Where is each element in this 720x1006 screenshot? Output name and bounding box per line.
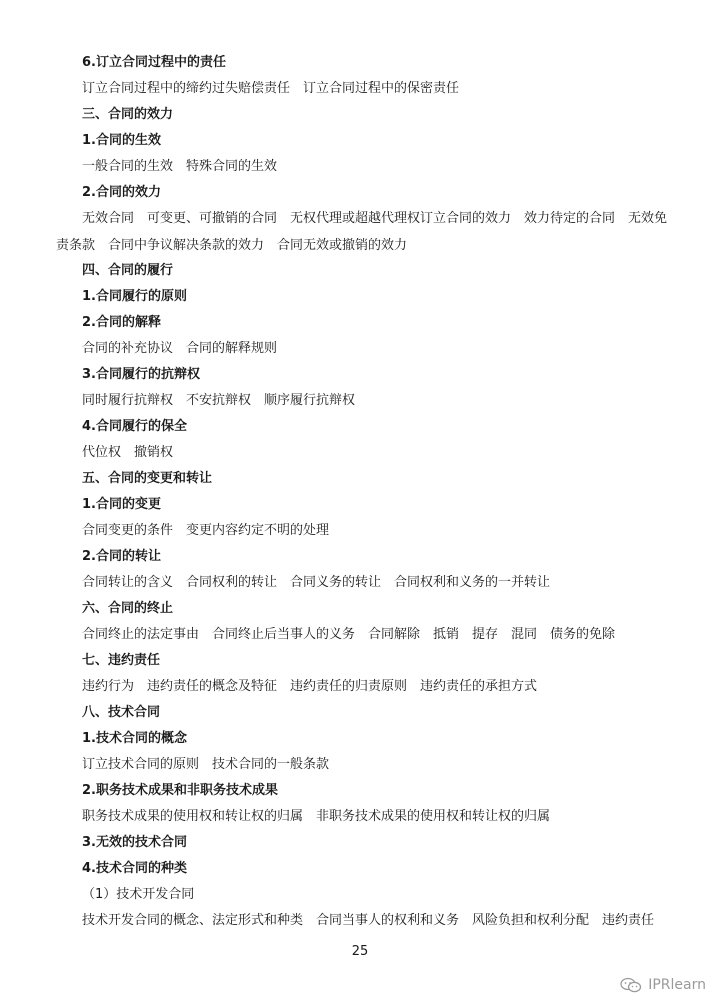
body-text: 合同转让的含义 合同权利的转让 合同义务的转让 合同权利和义务的一并转让 (82, 575, 551, 590)
body-text: 合同变更的条件 变更内容约定不明的处理 (82, 523, 330, 538)
subheading-preservation: 4.合同履行的保全 (82, 419, 187, 434)
body-text: 职务技术成果的使用权和转让权的归属 非职务技术成果的使用权和转让权的归属 (82, 809, 551, 824)
body-paragraph-validity: 无效合同 可变更、可撤销的合同 无权代理或超越代理权订立合同的效力 效力待定的合同 无效免责条款 合同中争议解决条款的效力 合同无效或撤销的效力 (56, 211, 668, 253)
page-number: 25 (351, 944, 369, 959)
body-text: 同时履行抗辩权 不安抗辩权 顺序履行抗辩权 (82, 393, 356, 408)
subheading-tech-contract-concept: 1.技术合同的概念 (82, 731, 187, 746)
body-text: 订立合同过程中的缔约过失赔偿责任 订立合同过程中的保密责任 (82, 81, 460, 96)
section-heading-modification-transfer: 五、合同的变更和转让 (82, 471, 213, 486)
watermark-text: IPRlearn (648, 977, 706, 993)
subheading-service-achievements: 2.职务技术成果和非职务技术成果 (82, 783, 278, 798)
body-text: 一般合同的生效 特殊合同的生效 (82, 159, 278, 174)
body-text: 合同的补充协议 合同的解释规则 (82, 341, 278, 356)
body-text: 订立技术合同的原则 技术合同的一般条款 (82, 757, 330, 772)
subheading-effectiveness: 1.合同的生效 (82, 133, 161, 148)
body-text: 代位权 撤销权 (82, 445, 174, 460)
list-item-tech-development: （1）技术开发合同 (82, 887, 195, 902)
section-heading-validity: 三、合同的效力 (82, 107, 174, 122)
section-heading-performance: 四、合同的履行 (82, 263, 174, 278)
heading-contract-formation-liability: 6.订立合同过程中的责任 (82, 55, 226, 70)
section-heading-termination: 六、合同的终止 (82, 601, 174, 616)
subheading-transfer: 2.合同的转让 (82, 549, 161, 564)
body-text: 合同终止的法定事由 合同终止后当事人的义务 合同解除 抵销 提存 混同 债务的免除 (82, 627, 616, 642)
subheading-modification: 1.合同的变更 (82, 497, 161, 512)
subheading-performance-principles: 1.合同履行的原则 (82, 289, 187, 304)
watermark (620, 976, 706, 994)
body-text: 违约行为 违约责任的概念及特征 违约责任的归责原则 违约责任的承担方式 (82, 679, 538, 694)
subheading-interpretation: 2.合同的解释 (82, 315, 161, 330)
subheading-invalid-tech-contract: 3.无效的技术合同 (82, 835, 187, 850)
body-text: 技术开发合同的概念、法定形式和种类 合同当事人的权利和义务 风险负担和权利分配 违约责任 (82, 913, 655, 928)
subheading-defense-rights: 3.合同履行的抗辩权 (82, 367, 200, 382)
subheading-contract-validity: 2.合同的效力 (82, 185, 161, 200)
section-heading-technology-contract: 八、技术合同 (82, 705, 161, 720)
subheading-tech-contract-types: 4.技术合同的种类 (82, 861, 187, 876)
wechat-icon (620, 977, 642, 993)
section-heading-breach-liability: 七、违约责任 (82, 653, 161, 668)
